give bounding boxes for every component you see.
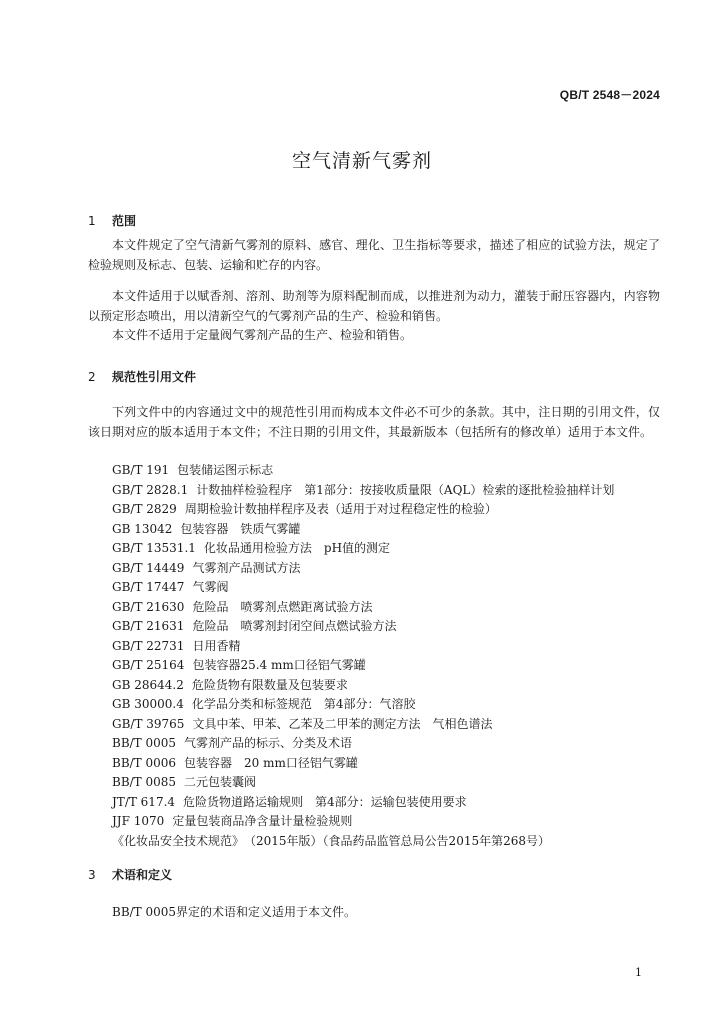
reference-code: GB/T 13531.1	[112, 541, 196, 555]
reference-code: GB/T 2829	[112, 502, 177, 516]
reference-title: 气雾剂产品测试方法	[192, 560, 301, 575]
section-2-heading	[88, 368, 196, 385]
section-title: 范围	[112, 214, 137, 228]
section-title: 术语和定义	[112, 868, 173, 882]
page-number: 1	[635, 966, 642, 979]
reference-title: 包装容器25.4 mm口径铝气雾罐	[192, 658, 366, 672]
section-number: 3	[88, 868, 96, 882]
reference-item	[112, 520, 614, 540]
reference-title: 包装容器 20 mm口径铝气雾罐	[184, 755, 358, 770]
reference-item	[112, 559, 614, 579]
reference-code: GB/T 21630	[112, 599, 185, 614]
reference-title: 文具中苯、甲苯、乙苯及二甲苯的测定方法 气相色谱法	[192, 716, 493, 731]
reference-item	[112, 539, 614, 559]
reference-item	[112, 695, 614, 715]
reference-item	[112, 461, 614, 481]
reference-title: 包装容器 铁质气雾罐	[180, 521, 301, 536]
reference-title: 化学品分类和标签规范 第4部分：气溶胶	[191, 697, 416, 711]
reference-item	[112, 637, 614, 657]
section-number: 2	[88, 370, 96, 384]
section-title: 规范性引用文件	[112, 370, 197, 384]
reference-code: BB/T 0085	[112, 775, 177, 789]
section-2-intro: 下列文件中的内容通过文中的规范性引用而构成本文件必不可少的条款。其中，注日期的引用文件，仅该日期对应的版本适用于本文件；不注日期的引用文件，其最新版本（包括所有的修改单）适用于本文件。	[88, 405, 660, 439]
reference-item	[112, 793, 614, 813]
reference-title: 包装储运图示标志	[177, 463, 274, 477]
section-number: 1	[88, 214, 96, 228]
reference-item	[112, 754, 614, 774]
reference-item	[112, 715, 614, 735]
reference-code: 《化妆品安全技术规范》	[112, 833, 245, 848]
reference-code: GB 30000.4	[112, 697, 184, 711]
reference-title: 周期检验计数抽样程序及表（适用于对过程稳定性的检验）	[184, 502, 497, 516]
reference-item	[112, 656, 614, 676]
reference-code: GB/T 14449	[112, 560, 185, 575]
reference-item	[112, 578, 614, 598]
reference-item	[112, 676, 614, 696]
reference-code: GB/T 25164	[112, 658, 185, 672]
reference-item	[112, 773, 614, 793]
reference-item	[112, 617, 614, 637]
section-1-paragraph-1: 本文件规定了空气清新气雾剂的原料、感官、理化、卫生指标等要求，描述了相应的试验方法，规定了检验规则及标志、包装、运输和贮存的内容。	[88, 238, 660, 272]
reference-item	[112, 481, 614, 501]
reference-code: BB/T 0005	[112, 736, 177, 750]
reference-item	[112, 812, 614, 832]
reference-code: GB 28644.2	[112, 677, 184, 692]
reference-code: GB/T 39765	[112, 716, 185, 731]
reference-code: GB 13042	[112, 521, 173, 536]
reference-title: 气雾剂产品的标示、分类及术语	[184, 736, 353, 750]
reference-code: GB/T 17447	[112, 580, 185, 594]
reference-code: GB/T 191	[112, 463, 170, 477]
reference-item	[112, 734, 614, 754]
reference-code: GB/T 21631	[112, 619, 185, 633]
reference-code: GB/T 2828.1	[112, 482, 189, 497]
reference-title: 计数抽样检验程序 第1部分：按接收质量限（AQL）检索的逐批检验抽样计划	[196, 482, 615, 497]
document-title: 空气清新气雾剂	[291, 150, 432, 172]
reference-title: （2015年版）（食品药品监管总局公告2015年第268号）	[244, 833, 550, 848]
reference-title: 二元包装囊阀	[184, 775, 257, 789]
section-1-heading	[88, 212, 136, 229]
reference-title: 定量包装商品净含量计量检验规则	[172, 814, 353, 828]
reference-title: 危险品 喷雾剂点燃距离试验方法	[192, 599, 373, 614]
reference-title: 危险货物有限数量及包装要求	[191, 677, 348, 692]
reference-title: 化妆品通用检验方法 pH值的测定	[203, 541, 391, 555]
reference-item	[112, 832, 614, 852]
normative-references-list	[112, 461, 614, 851]
section-1-paragraph-2: 本文件适用于以赋香剂、溶剂、助剂等为原料配制而成，以推进剂为动力，灌装于耐压容器内，内容物以预定形态喷出，用以清新空气的气雾剂产品的生产、检验和销售。	[88, 289, 660, 323]
section-3-heading	[88, 866, 172, 883]
reference-item	[112, 500, 614, 520]
reference-title: 危险货物道路运输规则 第4部分：运输包装使用要求	[183, 794, 467, 809]
reference-code: GB/T 22731	[112, 638, 185, 653]
reference-code: JT/T 617.4	[112, 794, 176, 809]
reference-title: 日用香精	[192, 638, 241, 653]
standard-code: QB/T 2548－2024	[559, 88, 660, 102]
section-1-paragraph-3: 本文件不适用于定量阀气雾剂产品的生产、检验和销售。	[112, 328, 413, 342]
reference-title: 危险品 喷雾剂封闭空间点燃试验方法	[192, 619, 397, 633]
section-3-paragraph: BB/T 0005界定的术语和定义适用于本文件。	[112, 905, 357, 919]
reference-item	[112, 598, 614, 618]
reference-title: 气雾阀	[192, 580, 229, 594]
reference-code: JJF 1070	[112, 814, 165, 828]
reference-code: BB/T 0006	[112, 755, 177, 770]
